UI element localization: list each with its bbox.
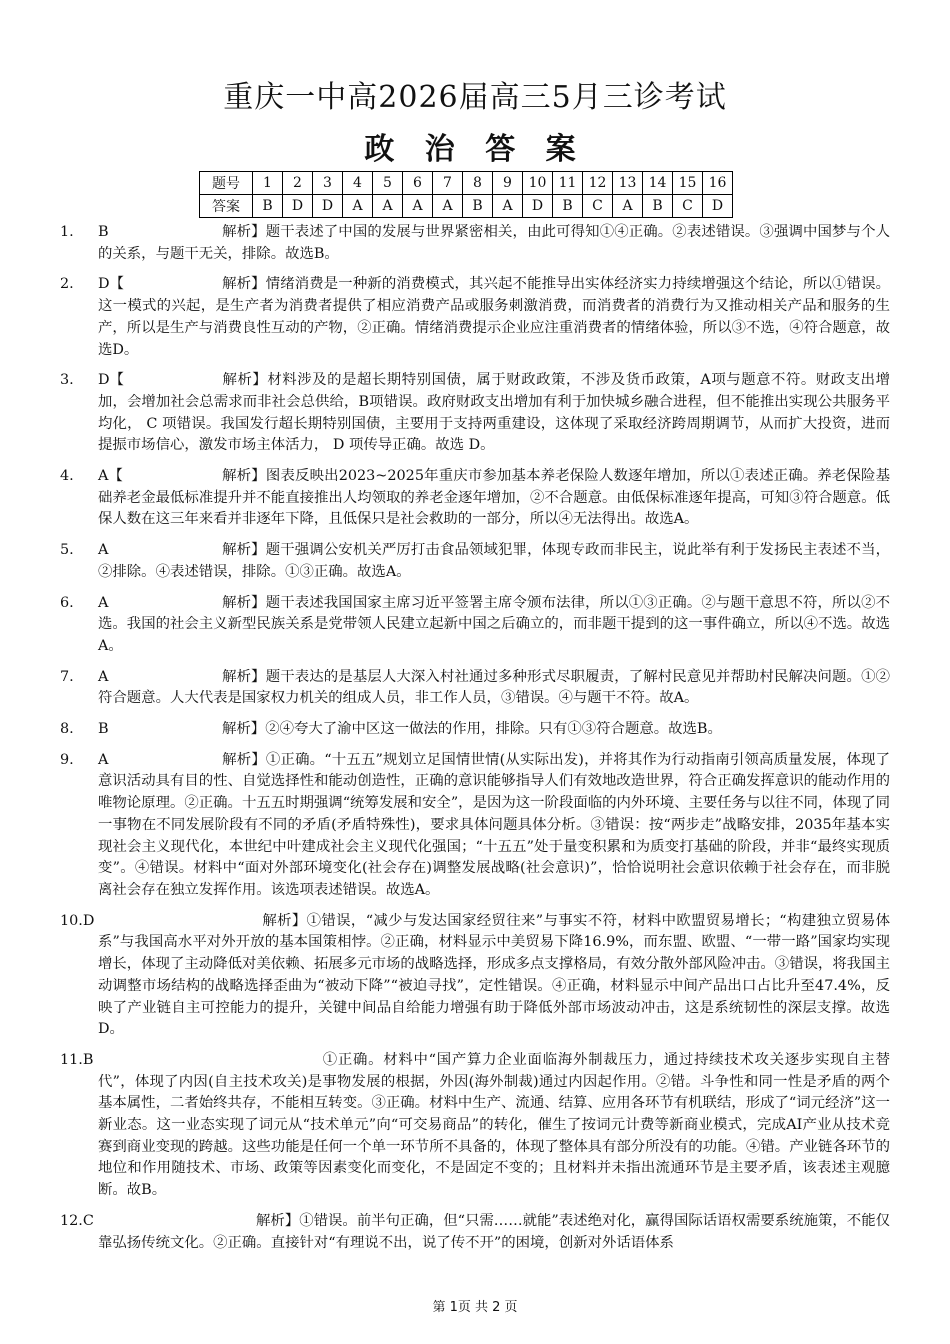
answer-cell: B	[643, 195, 673, 218]
answer-table	[199, 171, 733, 218]
question-number-cell: 7	[433, 172, 463, 195]
question-number-cell: 10	[523, 172, 553, 195]
item-number: 3.	[60, 372, 74, 389]
explanation-list	[60, 222, 890, 1263]
item-text: 题干表述了中国的发展与世界紧密相关，由此可得知①④正确。②表述错误。③强调中国梦与个人的关系，与题干无关，排除。故选B。	[98, 224, 890, 262]
item-number: 4.	[60, 468, 74, 485]
item-text: 题干表述我国国家主席习近平签署主席令颁布法律，所以①③正确。②与题干意思不符，所以②不选。我国的社会主义新型民族关系是党带领人民建立起新中国之后确立的，而非题干提到的这一事件确立，所以④不选。故选A。	[98, 594, 890, 654]
answer-cell: C	[673, 195, 703, 218]
item-label: 解析】	[222, 751, 266, 768]
item-answer: D【	[98, 276, 124, 293]
item-text: 图表反映出2023~2025年重庆市参加基本养老保险人数逐年增加，所以①表述正确。养老保险基础养老金最低标准提升并不能直接推出人均领取的养老金逐年增加，②不合题意。由低保标准逐年提高，可知③符合题意。低保人数在这三年来看并非逐年下降，且低保只是社会救助的一部分，所以④无法得出。故选A。	[98, 468, 890, 528]
explanation-item	[60, 911, 890, 1041]
answer-cell: D	[523, 195, 553, 218]
page-title: 重庆一中高2026届高三5月三诊考试	[223, 80, 727, 115]
item-text: 材料涉及的是超长期特别国债，属于财政政策，不涉及货币政策，A项与题意不符。财政支出增加，会增加社会总需求而非社会总供给，B项错误。政府财政支出增加有利于加快城乡融合进程，但不能推出实现公共服务平均化， C 项错误。我国发行超长期特别国债，主要用于支持两重建设，这体现了采取经济跨周期调节，从而扩大投资，进而提振市场信心，激发市场主体活力， D 项传导正确。故选 D。	[98, 372, 890, 454]
explanation-item	[60, 667, 890, 710]
item-number: 9.	[60, 751, 74, 768]
item-text: ①错误。前半句正确，但“只需……就能”表述绝对化，赢得国际话语权需要系统施策，不能仅靠弘扬传统文化。②正确。直接针对“有理说不出，说了传不开”的困境，创新对外话语体系	[98, 1212, 890, 1251]
item-number: 8.	[60, 721, 74, 738]
item-answer: B	[98, 721, 109, 738]
explanation-item	[60, 750, 890, 902]
item-answer: A	[98, 542, 109, 559]
item-answer: A【	[98, 468, 123, 485]
answer-cell: A	[403, 195, 433, 218]
item-label: 解析】	[222, 276, 266, 293]
answer-table-row-label: 题号	[200, 172, 253, 195]
item-answer: D【	[98, 372, 124, 389]
question-number-cell: 12	[583, 172, 613, 195]
answer-cell: A	[433, 195, 463, 218]
item-label: 解析】	[222, 224, 266, 240]
item-number: 6.	[60, 594, 74, 611]
explanation-item	[60, 274, 890, 361]
question-number-cell: 11	[553, 172, 583, 195]
answer-cell: B	[463, 195, 493, 218]
answer-cell: B	[253, 195, 283, 218]
item-number: 7.	[60, 668, 74, 685]
item-label: 解析】	[222, 668, 266, 685]
question-number-cell: 15	[673, 172, 703, 195]
item-number: 11.B	[60, 1051, 94, 1068]
answer-cell: C	[583, 195, 613, 218]
item-number: 2.	[60, 276, 74, 293]
answer-cell: A	[493, 195, 523, 218]
question-number-cell: 9	[493, 172, 523, 195]
explanation-item	[60, 540, 890, 583]
answer-cell: A	[613, 195, 643, 218]
question-number-cell: 3	[313, 172, 343, 195]
answer-table-number-row	[200, 172, 733, 195]
question-number-cell: 14	[643, 172, 673, 195]
item-number: 5.	[60, 542, 74, 559]
item-number: 1.	[60, 224, 74, 240]
answer-cell: B	[553, 195, 583, 218]
item-text: 题干强调公安机关严厉打击食品领域犯罪，体现专政而非民主，说此举有利于发扬民主表述不当，②排除。④表述错误，排除。①③正确。故选A。	[98, 542, 890, 580]
item-text: 题干表达的是基层人大深入村社通过多种形式尽职履责，了解村民意见并帮助村民解决问题。①②符合题意。人大代表是国家权力机关的组成人员，非工作人员，③错误。④与题干不符。故A。	[98, 668, 890, 707]
answer-cell: A	[373, 195, 403, 218]
item-label: 解析】	[222, 468, 266, 485]
item-label: 解析】	[222, 372, 268, 389]
explanation-item	[60, 222, 890, 265]
page-footer: 第 1页 共 2 页	[432, 1300, 518, 1315]
explanation-item	[60, 593, 890, 658]
explanation-item	[60, 719, 890, 741]
item-text: 情绪消费是一种新的消费模式，其兴起不能推导出实体经济实力持续增强这个结论，所以①错误。这一模式的兴起，是生产者为消费者提供了相应消费产品或服务刺激消费，而消费者的消费行为又推动相关产品和服务的生产，所以是生产与消费良性互动的产物，②正确。情绪消费提示企业应注重消费者的情绪体验，所以③不选，④符合题意，故选D。	[98, 276, 890, 358]
item-answer: A	[98, 594, 109, 611]
question-number-cell: 8	[463, 172, 493, 195]
question-number-cell: 2	[283, 172, 313, 195]
answer-table-row-label: 答案	[200, 195, 253, 218]
item-text: ①错误，“减少与发达国家经贸往来”与事实不符，材料中欧盟贸易增长；“构建独立贸易体系”与我国高水平对外开放的基本国策相悖。②正确，材料显示中美贸易下降16.9%，而东盟、欧盟、“一带一路”国家均实现增长，体现了主动降低对美依赖、拓展多元市场的战略选择，形成多点支撑格局，有效分散外部风险冲击。③错误，将我国主动调整市场结构的战略选择歪曲为“被动下降”“被迫寻找”，定性错误。④正确，材料显示中间产品出口占比升至47.4%，反映了产业链自主可控能力的提升，关键中间品自给能力增强有助于降低外部市场波动冲击，这是系统韧性的深层支撑。故选D。	[98, 912, 890, 1038]
question-number-cell: 4	[343, 172, 373, 195]
answer-table-answer-row	[200, 195, 733, 218]
question-number-cell: 5	[373, 172, 403, 195]
item-label: 解析】	[262, 912, 307, 929]
item-answer: A	[98, 668, 109, 685]
answer-cell: D	[283, 195, 313, 218]
item-number: 12.C	[60, 1212, 94, 1229]
item-label: 解析】	[256, 1212, 300, 1229]
item-number: 10.D	[60, 912, 95, 929]
item-answer: B	[98, 224, 109, 240]
question-number-cell: 1	[253, 172, 283, 195]
item-answer: A	[98, 751, 109, 768]
question-number-cell: 6	[403, 172, 433, 195]
item-label: 解析】	[222, 542, 266, 559]
explanation-item	[60, 466, 890, 531]
explanation-item	[60, 1211, 890, 1254]
item-label: 解析】	[222, 594, 266, 611]
answer-cell: D	[703, 195, 733, 218]
item-label: 解析】	[222, 721, 266, 738]
question-number-cell: 16	[703, 172, 733, 195]
question-number-cell: 13	[613, 172, 643, 195]
item-text: ①正确。“十五五”规划立足国情世情(从实际出发)，并将其作为行动指南引领高质量发展，体现了意识活动具有目的性、自觉选择性和能动创造性，正确的意识能够指导人们有效地改造世界，符合正确发挥意识的能动作用的唯物论原理。②正确。十五五时期强调“统筹发展和安全”，是因为这一阶段面临的内外环境、主要任务与以往不同，体现了同一事物在不同发展阶段有不同的矛盾(矛盾特殊性)，要求具体问题具体分析。③错误：按“两步走”战略安排，2035年基本实现社会主义现代化，本世纪中叶建成社会主义现代化强国；“十五五”处于量变积累和为质变打基础的阶段，并非“最终实现质变”。④错误。材料中“面对外部环境变化(社会存在)调整发展战略(社会意识)”，恰恰说明社会意识依赖于社会存在，而非脱离社会存在独立发挥作用。该选项表述错误。故选A。	[98, 751, 890, 898]
answer-cell: A	[343, 195, 373, 218]
item-text: ①正确。材料中“国产算力企业面临海外制裁压力，通过持续技术攻关逐步实现自主替代”，体现了内因(自主技术攻关)是事物发展的根据，外因(海外制裁)通过内因起作用。②错。斗争性和同一性是矛盾的两个基本属性，二者始终共存，不能相互转变。③正确。材料中生产、流通、结算、应用各环节有机联结，形成了“词元经济”这一新业态。这一业态实现了词元从“技术单元”向“可交易商品”的转化，催生了按词元计费等新商业模式，完成AI产业从技术竞赛到商业变现的跨越。这些功能是任何一个单一环节所不具备的，体现了整体具有部分所没有的功能。④错。产业链各环节的地位和作用随技术、市场、政策等因素变化而变化，不是固定不变的；且材料并未指出流通环节是主要矛盾，该表述主观臆断。故B。	[98, 1051, 890, 1199]
answer-cell: D	[313, 195, 343, 218]
item-text: ②④夸大了渝中区这一做法的作用，排除。只有①③符合题意。故选B。	[265, 721, 722, 738]
page-subtitle: 政 治 答 案	[364, 132, 586, 167]
explanation-item	[60, 370, 890, 457]
explanation-item	[60, 1050, 890, 1202]
